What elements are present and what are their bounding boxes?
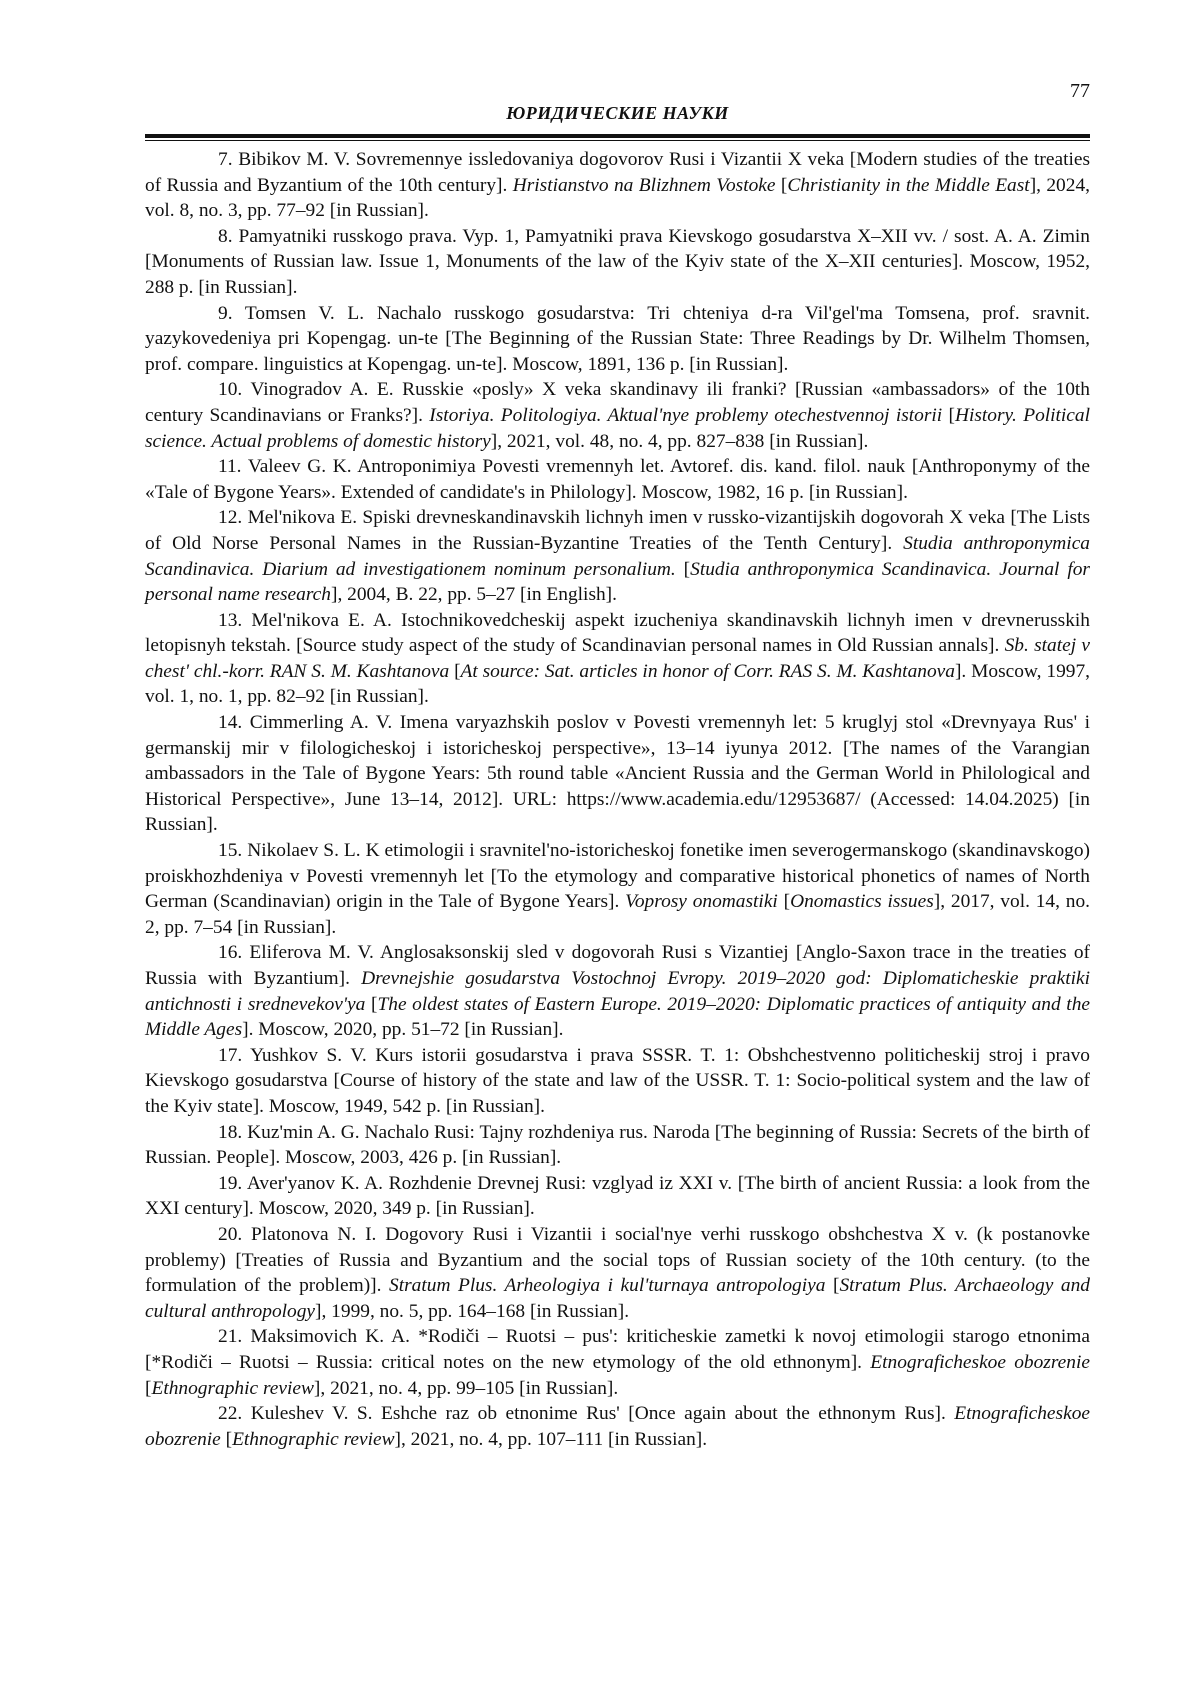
reference-text: 7. Bibikov M. V. Sovremennye issledovaniya dogovorov Rusi i Vizantii X veka [Modern studies of the treaties of Russia and Byzantium of the 10th century].	[145, 149, 1090, 196]
reference-text: [	[775, 174, 788, 196]
reference-item	[145, 224, 1090, 301]
reference-item	[145, 377, 1090, 454]
reference-italic-text: Etnograficheskoe obozrenie	[870, 1351, 1090, 1373]
reference-italic-text: Ethnographic review	[151, 1377, 314, 1399]
reference-text: 9. Tomsen V. L. Nachalo russkogo gosudarstva: Tri chteniya d-ra Vil'gel'ma Tomsena, prof. sravnit. yazykovedeniya pri Kopengag. un-te [The Beginning of the Russian State: Three Readings by Dr. Wilhelm Thomsen, prof. compare. linguistics at Kopengag. un-te]. Moscow, 1891, 136 p. [in Russian].	[145, 302, 1090, 375]
reference-text: 16. Eliferova M. V. Anglosaksonskij sled v dogovorah Rusi s Vizantiej [Anglo-Saxon trace in the treaties of Russia with Byzantium].	[145, 942, 1090, 989]
reference-text: [	[777, 891, 791, 913]
reference-text: 14. Cimmerling A. V. Imena varyazhskih poslov v Povesti vremennyh let: 5 kruglyj stol «Drevnyaya Rus' i germanskij mir v filologicheskoj i istoricheskoj perspective», 13–14 iyunya 2012. [The names of the Varangian ambassadors in the Tale of Bygone Years: 5th round table «Ancient Russia and the German World in Philological and Historical Perspective», June 13–14, 2012]. URL: https://www.academia.edu/12953687/ (Accessed: 14.04.2025) [in Russian].	[145, 712, 1090, 836]
reference-text: ], 1999, no. 5, pp. 164–168 [in Russian].	[315, 1300, 630, 1322]
reference-italic-text: Studia anthroponymica Scandinavica. Diarium ad investigationem nominum personalium.	[145, 532, 1090, 580]
reference-item	[145, 147, 1090, 224]
reference-text: ], 2004, B. 22, pp. 5–27 [in English].	[330, 584, 617, 606]
reference-text: 10. Vinogradov A. E. Russkie «posly» X veka skandinavy ili franki? [Russian «ambassadors» of the 10th century Scandinavians or Franks?].	[145, 379, 1090, 426]
reference-italic-text: Sb. statej v chest' chl.-korr. RAN S. M. Kashtanova	[145, 635, 1090, 682]
reference-text: 8. Pamyatniki russkogo prava. Vyp. 1, Pamyatniki prava Kievskogo gosudarstva X–XII vv. / sost. A. A. Zimin [Monuments of Russian law. Issue 1, Monuments of the law of the Kyiv state of the X–XII centuries]. Moscow, 1952, 288 p. [in Russian].	[145, 225, 1090, 298]
reference-text: 19. Aver'yanov K. A. Rozhdenie Drevnej Rusi: vzglyad iz XXI v. [The birth of ancient Russia: a look from the XXI century]. Moscow, 2020, 349 p. [in Russian].	[145, 1172, 1090, 1220]
reference-italic-text: Ethnographic review	[232, 1428, 395, 1450]
reference-text: ], 2024, vol. 8, no. 3, pp. 77–92 [in Russian].	[145, 174, 1090, 222]
header-rule-thin	[145, 140, 1090, 141]
reference-text: [	[449, 660, 461, 682]
reference-italic-text: Hristianstvo na Blizhnem Vostoke	[512, 174, 776, 196]
reference-text: ], 2021, no. 4, pp. 107–111 [in Russian].	[394, 1428, 708, 1450]
reference-text: 15. Nikolaev S. L. K etimologii i sravnitel'no-istoricheskoj fonetike imen severogermanskogo (skandinavskogo) proiskhozhdeniya v Povesti vremennyh let [To the etymology and comparative historical phonetics of names of North German (Scandinavian) origin in the Tale of Bygone Years].	[145, 840, 1090, 913]
reference-text: 18. Kuz'min A. G. Nachalo Rusi: Tajny rozhdeniya rus. Naroda [The beginning of Russia: Secrets of the birth of Russian. People]. Moscow, 2003, 426 p. [in Russian].	[145, 1121, 1090, 1169]
reference-italic-text: Istoriya. Politologiya. Aktual'nye problemy otechestvennoj istorii	[429, 404, 943, 426]
reference-text: 22. Kuleshev V. S. Eshche raz ob etnonime Rus' [Once again about the ethnonym Rus].	[218, 1403, 955, 1425]
reference-text: 12. Mel'nikova E. Spiski drevneskandinavskih lichnyh imen v russko-vizantijskih dogovorah X veka [The Lists of Old Norse Personal Names in the Russian-Byzantine Treaties of the Tenth Century].	[145, 507, 1090, 554]
header-rule-thick	[145, 134, 1090, 138]
running-head: ЮРИДИЧЕСКИЕ НАУКИ	[506, 103, 729, 123]
reference-item	[145, 710, 1090, 838]
reference-text: 21. Maksimovich K. A. *Rodiči – Ruotsi – pus': kriticheskie zametki k novoj etimologii starogo etnonima [*Rodiči – Ruotsi – Russia: critical notes on the new etymology of the old ethnonym].	[145, 1326, 1090, 1373]
reference-italic-text: History. Political science. Actual problems of domestic history	[145, 404, 1091, 452]
reference-text: 13. Mel'nikova E. A. Istochnikovedcheskij aspekt izucheniya skandinavskih lichnyh imen v drevnerusskih letopisnyh tekstah. [Source study aspect of the study of Scandinavian personal names in Old Russian annals].	[145, 609, 1090, 657]
reference-text: 20. Platonova N. I. Dogovory Rusi i Vizantii i social'nye verhi russkogo obshchestva X v. (k postanovke problemy) [Treaties of Russia and Byzantium and the social tops of Russian society of the 10th century. (to the formulation of the problem)].	[145, 1223, 1090, 1297]
reference-text: [	[675, 558, 691, 580]
reference-text: ]. Moscow, 1997, vol. 1, no. 1, pp. 82–92 [in Russian].	[145, 660, 1091, 708]
reference-italic-text: Drevnejshie gosudarstva Vostochnoj Evropy. 2019–2020 god: Diplomaticheskie praktiki antichnosti i srednevekov'ya	[145, 968, 1090, 1015]
page-number: 77	[1070, 80, 1090, 102]
reference-text: [	[825, 1275, 840, 1297]
reference-item	[145, 505, 1090, 607]
reference-text: [	[365, 993, 378, 1015]
reference-list	[145, 147, 1090, 1452]
reference-italic-text: Etnograficheskoe obozrenie	[145, 1403, 1090, 1450]
reference-text: ], 2017, vol. 14, no. 2, pp. 7–54 [in Russian].	[145, 891, 1090, 938]
reference-italic-text: Onomastics issues	[790, 891, 934, 913]
reference-text: [	[145, 1377, 152, 1399]
reference-text: [	[942, 404, 955, 426]
reference-item	[145, 1324, 1090, 1401]
reference-italic-text: The oldest states of Eastern Europe. 2019–2020: Diplomatic practices of antiquity and the Middle Ages	[145, 993, 1091, 1041]
reference-text: ]. Moscow, 2020, pp. 51–72 [in Russian].	[242, 1019, 564, 1041]
reference-text: 11. Valeev G. K. Antroponimiya Povesti vremennyh let. Avtoref. dis. kand. filol. nauk [Anthroponymy of the «Tale of Bygone Years». Extended of candidate's in Philology]. Moscow, 1982, 16 p. [in Russian].	[145, 456, 1090, 503]
reference-italic-text: Christianity in the Middle East	[787, 174, 1030, 196]
reference-item	[145, 838, 1090, 940]
reference-italic-text: At source: Sat. articles in honor of Corr. RAS S. M. Kashtanova	[460, 660, 955, 682]
reference-item	[145, 940, 1090, 1042]
reference-text: 17. Yushkov S. V. Kurs istorii gosudarstva i prava SSSR. T. 1: Obshchestvenno politicheskij stroj i pravo Kievskogo gosudarstva [Course of history of the state and law of the USSR. T. 1: Socio-political system and the law of the Kyiv state]. Moscow, 1949, 542 p. [in Russian].	[145, 1044, 1090, 1117]
reference-item	[145, 1120, 1090, 1171]
reference-item	[145, 301, 1090, 378]
reference-italic-text: Stratum Plus. Archaeology and cultural anthropology	[145, 1275, 1090, 1322]
reference-item	[145, 1171, 1090, 1222]
reference-item	[145, 1043, 1090, 1120]
reference-text: ], 2021, vol. 48, no. 4, pp. 827–838 [in Russian].	[490, 430, 869, 452]
reference-text: ], 2021, no. 4, pp. 99–105 [in Russian].	[313, 1377, 619, 1399]
reference-italic-text: Voprosy onomastiki	[625, 891, 778, 913]
reference-item	[145, 608, 1090, 710]
reference-item	[145, 454, 1090, 505]
reference-text: [	[220, 1428, 233, 1450]
reference-italic-text: Studia anthroponymica Scandinavica. Journal for personal name research	[145, 558, 1090, 606]
reference-item	[145, 1222, 1090, 1324]
reference-italic-text: Stratum Plus. Arheologiya i kul'turnaya antropologiya	[389, 1275, 826, 1297]
reference-item	[145, 1401, 1090, 1452]
